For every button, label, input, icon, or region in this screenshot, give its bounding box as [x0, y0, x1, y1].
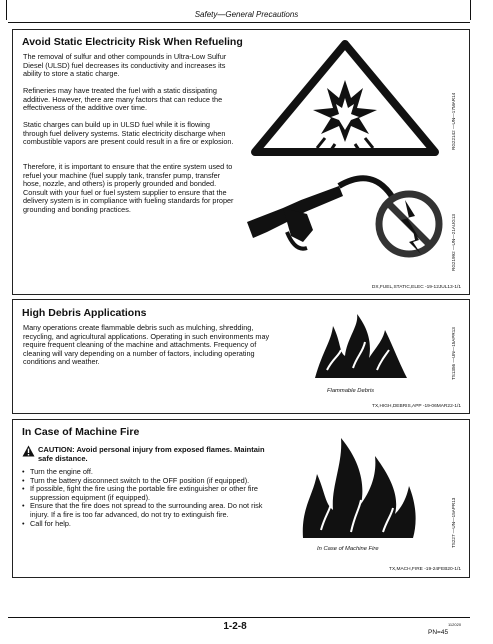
reference-code: TX,MACH,FIRE -19-24FEB20-1/1 — [389, 567, 461, 572]
paragraph: Static charges can build up in ULSD fuel while it is flowing through fuel delivery systems. Static electricity discharge when combustible vapors are present could result in a fire or explosion. — [23, 120, 234, 147]
footer-code: 112020 — [448, 622, 462, 627]
list-item: • Ensure that the fire does not spread to the surrounding area. Do not risk injury. If a fire is too far advanced, do not try to extinguish fire. — [22, 502, 277, 519]
paragraph: Refineries may have treated the fuel with a static dissipating additive. However, there are many factors that can reduce the effectiveness of the additive over time. — [23, 86, 223, 113]
image-code: TS1356 —UN—15APR13 — [451, 327, 456, 380]
image-code: RG22142 —UN—17MAR14 — [451, 92, 456, 150]
header-rule — [8, 22, 470, 23]
page-header: Safety—General Precautions — [194, 10, 299, 19]
pn-label: PN=45 — [428, 629, 449, 636]
paragraph: Therefore, it is important to ensure that the entire system used to refuel your machine (fuel supply tank, transfer pump, transfer hose, nozzle, and others) is properly grounded and bonded. Consult with your fuel or fuel system supplier to ensure that the delivery system is in compliance with fueling standards for proper grounding and bonding practices. — [23, 162, 234, 214]
section-title: High Debris Applications — [22, 307, 147, 319]
image-caption: In Case of Machine Fire — [317, 546, 379, 552]
paragraph: The removal of sulfur and other compounds in Ultra-Low Sulfur Diesel (ULSD) fuel decreases its conductivity and increases its ability to store a static charge. — [23, 52, 227, 79]
footer-rule — [8, 617, 470, 618]
machine-fire-flames-icon — [299, 434, 419, 542]
image-code: RG21992 —UN—21AUG13 — [451, 214, 456, 271]
paragraph: Many operations create flammable debris such as mulching, shredding, recycling, and agricultural applications. Operating in such environments may require frequent cleaning of the machine and attachments. Frequency of cleaning will vary depending on a number of factors, including operating conditions and weather. — [23, 323, 270, 367]
list-item: • Turn the engine off. — [22, 468, 277, 477]
image-caption: Flammable Debris — [327, 388, 375, 394]
static-electricity-section — [12, 29, 470, 295]
list-item: • Call for help. — [22, 520, 277, 529]
high-debris-section — [12, 299, 470, 414]
machine-fire-section — [12, 419, 470, 578]
list-item: • If possible, fight the fire using the portable fire extinguisher or other fire suppression equipment (if equipped). — [22, 485, 277, 502]
reference-code: DX,FUEL,STATIC,ELEC -19-12JUL13-1/1 — [371, 285, 461, 290]
fuel-nozzle-no-static-icon — [243, 160, 443, 268]
section-title: Avoid Static Electricity Risk When Refueling — [22, 36, 243, 48]
image-code: TS227 —UN—15APR13 — [451, 497, 456, 548]
caution-triangle-icon — [22, 445, 35, 457]
list-item: • Turn the battery disconnect switch to the OFF position (if equipped). — [22, 477, 277, 486]
section-title: In Case of Machine Fire — [22, 426, 140, 438]
explosion-warning-icon — [247, 38, 443, 158]
reference-code: TX,HIGH,DEBRIS,APP -19-06MAR22-1/1 — [372, 404, 461, 409]
fire-steps-list — [22, 468, 277, 528]
flammable-debris-icon — [313, 312, 409, 384]
caution-text: CAUTION: Avoid personal injury from exposed flames. Maintain safe distance. — [38, 445, 265, 463]
page-number: 1-2-8 — [223, 621, 247, 632]
